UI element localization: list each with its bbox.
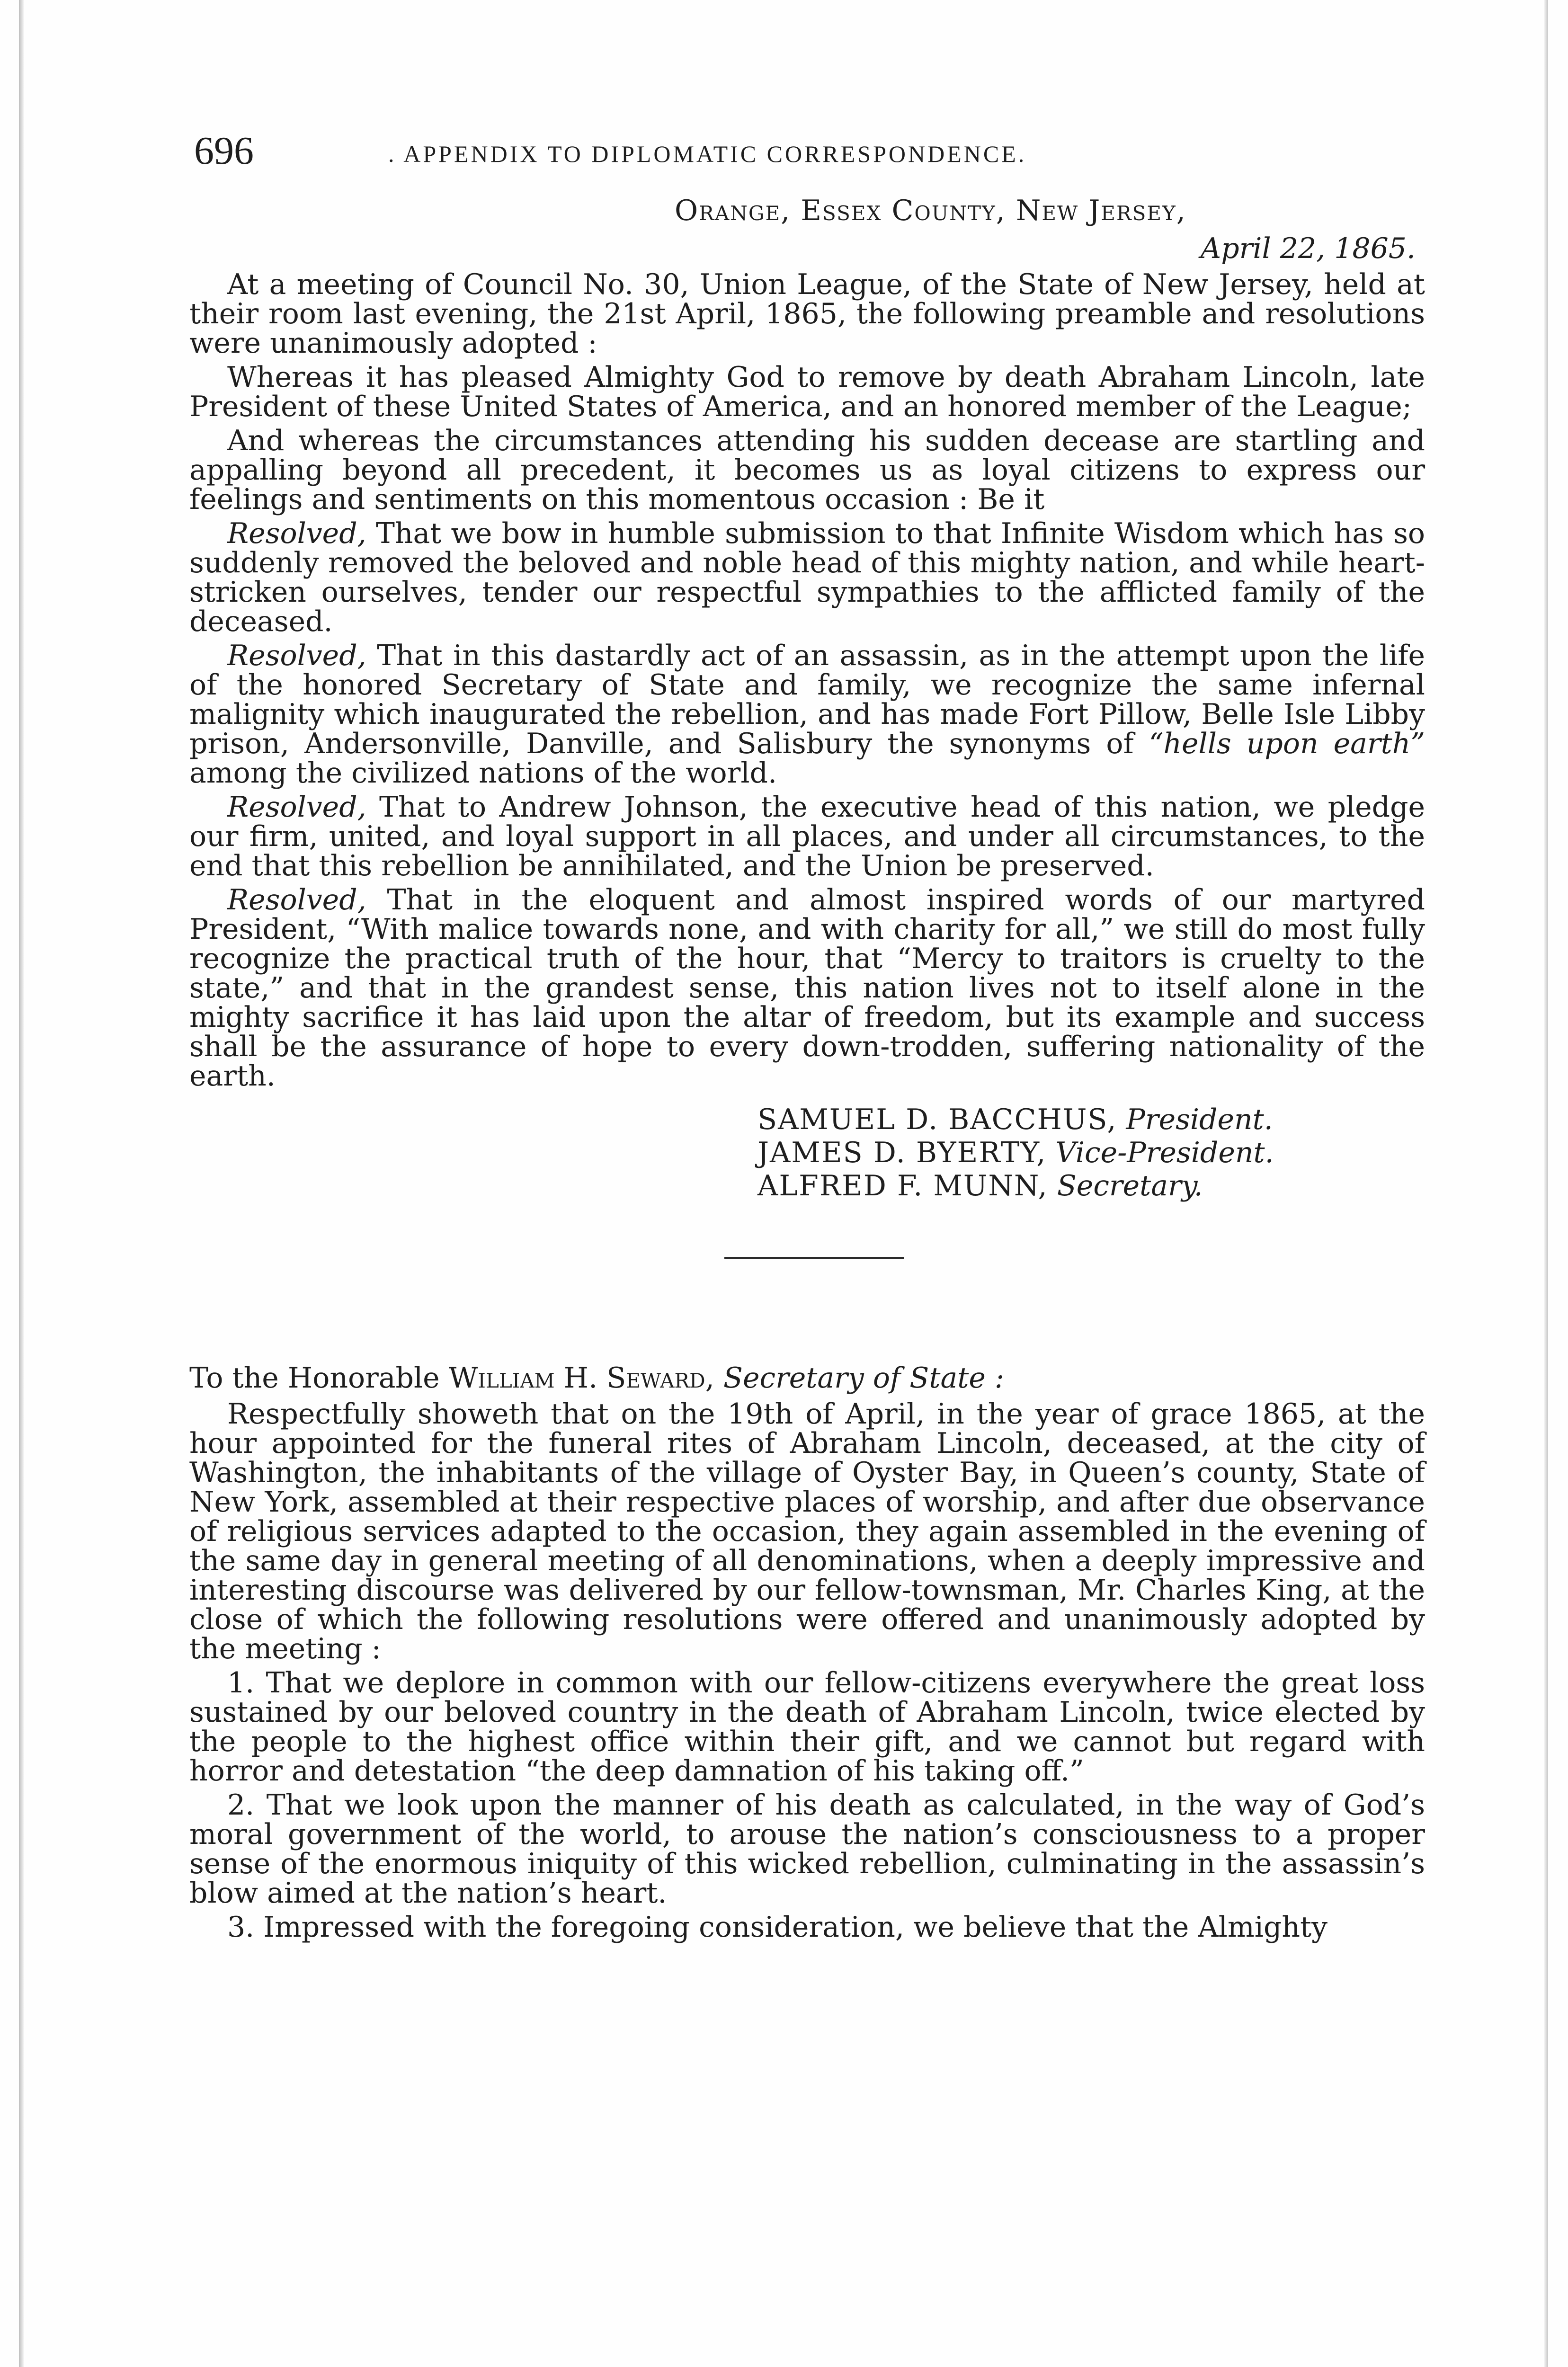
- signatory-name: JAMES D. BYERTY,: [757, 1136, 1047, 1169]
- resolution-1-text: That we bow in humble submission to that Infinite Wisdom which has so suddenly removed the beloved and noble head of this mighty nation, and while heart-stricken ourselves, tender our respectful sympathies to the afflicted family of the deceased.: [189, 517, 1425, 638]
- page-right-edge-shadow: [1544, 0, 1548, 2367]
- section-divider: [189, 1202, 1425, 1363]
- running-head: [189, 128, 1425, 185]
- resolution-2: [189, 641, 1425, 788]
- signatory-name: SAMUEL D. BACCHUS,: [757, 1103, 1117, 1136]
- letter1-body: [189, 270, 1425, 1091]
- resolution-2-tail: among the civilized nations of the world.: [189, 756, 777, 790]
- resolution-2-text: That in this dastardly act of an assassin, as in the attempt upon the life of the honored Secretary of State and family, we recognize the same infernal malignity which inaugurated the rebellion, and has made Fort Pillow, Belle Isle Libby prison, Andersonville, Danville, and Salisbury the synonyms of: [189, 639, 1425, 760]
- address-title: Secretary of State :: [723, 1361, 1005, 1395]
- letter2-item-3: 3. Impressed with the foregoing consideration, we believe that the Almighty: [227, 1911, 1328, 1944]
- signature-block: [757, 1103, 1425, 1202]
- signatory-title: Secretary.: [1057, 1169, 1203, 1202]
- letter1-whereas-1: Whereas it has pleased Almighty God to remove by death Abraham Lincoln, late President of these United States of America, and an honored member of the League;: [189, 361, 1425, 423]
- letter1-place: Orange, Essex County, New Jersey,: [675, 194, 1186, 227]
- divider-rule: [724, 1257, 904, 1259]
- letter2-item-1: 1. That we deplore in common with our fellow-citizens everywhere the great loss sustained by our beloved country in the death of Abraham Lincoln, twice elected by the people to the highest office within their gift, and we cannot but regard with horror and detestation “the deep damnation of his taking off.”: [189, 1666, 1425, 1788]
- text-column: [189, 128, 1425, 1947]
- address-prefix: To the Honorable: [189, 1361, 440, 1395]
- resolution-1: [189, 519, 1425, 636]
- letter1-whereas-2: And whereas the circumstances attending his sudden decease are startling and appalling beyond all precedent, it becomes us as loyal citizens to express our feelings and sentiments on this momentous occasion : Be it: [189, 424, 1425, 516]
- resolved-word: Resolved,: [227, 639, 366, 672]
- letter2-address: [189, 1363, 1425, 1393]
- letter1-intro: At a meeting of Council No. 30, Union League, of the State of New Jersey, held at their room last evening, the 21st April, 1865, the following preamble and resolutions were unanimously adopted :: [189, 268, 1425, 360]
- letter1-dateline: [189, 185, 1425, 270]
- page-number: 696: [194, 129, 254, 173]
- resolution-3-text: That to Andrew Johnson, the executive head of this nation, we pledge our firm, united, and loyal support in all places, and under all circumstances, to the end that this rebellion be annihilated, and the Union be preserved.: [189, 791, 1425, 882]
- signatory-name: ALFRED F. MUNN,: [757, 1169, 1048, 1202]
- resolved-word: Resolved,: [227, 517, 366, 550]
- resolution-4-text: That in the eloquent and almost inspired words of our martyred President, “With malice towards none, and with charity for all,” we still do most fully recognize the practical truth of the hour, that “Mercy to traitors is cruelty to the state,” and that in the grandest sense, this nation lives not to itself alone in the mighty sacrifice it has laid upon the altar of freedom, but its example and success shall be the assurance of hope to every down-trodden, suffering nationality of the earth.: [189, 883, 1425, 1093]
- resolution-2-quote: “hells upon earth”: [1149, 727, 1425, 760]
- page-left-edge-shadow: [19, 0, 24, 2367]
- resolved-word: Resolved,: [227, 883, 366, 917]
- signatory: [757, 1103, 1425, 1136]
- address-name: William H. Seward,: [448, 1361, 714, 1395]
- signatory-title: Vice-President.: [1055, 1136, 1274, 1169]
- letter1-date: April 22, 1865.: [1200, 232, 1416, 265]
- letter2-paragraph: Respectfully showeth that on the 19th of April, in the year of grace 1865, at the hour appointed for the funeral rites of Abraham Lincoln, deceased, at the city of Washington, the inhabitants of the village of Oyster Bay, in Queen’s county, State of New York, assembled at their respective places of worship, and after due observance of religious services adapted to the occasion, they again assembled in the evening of the same day in general meeting of all denominations, when a deeply impressive and interesting discourse was delivered by our fellow-townsman, Mr. Charles King, at the close of which the following resolutions were offered and unanimously adopted by the meeting :: [189, 1397, 1425, 1665]
- letter2-item-2: 2. That we look upon the manner of his death as calculated, in the way of God’s moral government of the world, to arouse the nation’s consciousness to a proper sense of the enormous iniquity of this wicked rebellion, culminating in the assassin’s blow aimed at the nation’s heart.: [189, 1789, 1425, 1910]
- resolution-3: [189, 792, 1425, 881]
- signatory-title: President.: [1126, 1103, 1273, 1136]
- signatory: [757, 1136, 1425, 1169]
- resolution-4: [189, 885, 1425, 1091]
- running-title: . APPENDIX TO DIPLOMATIC CORRESPONDENCE.: [388, 141, 1027, 167]
- letter2-body: [189, 1399, 1425, 1942]
- signatory: [757, 1169, 1425, 1202]
- resolved-word: Resolved,: [227, 791, 366, 824]
